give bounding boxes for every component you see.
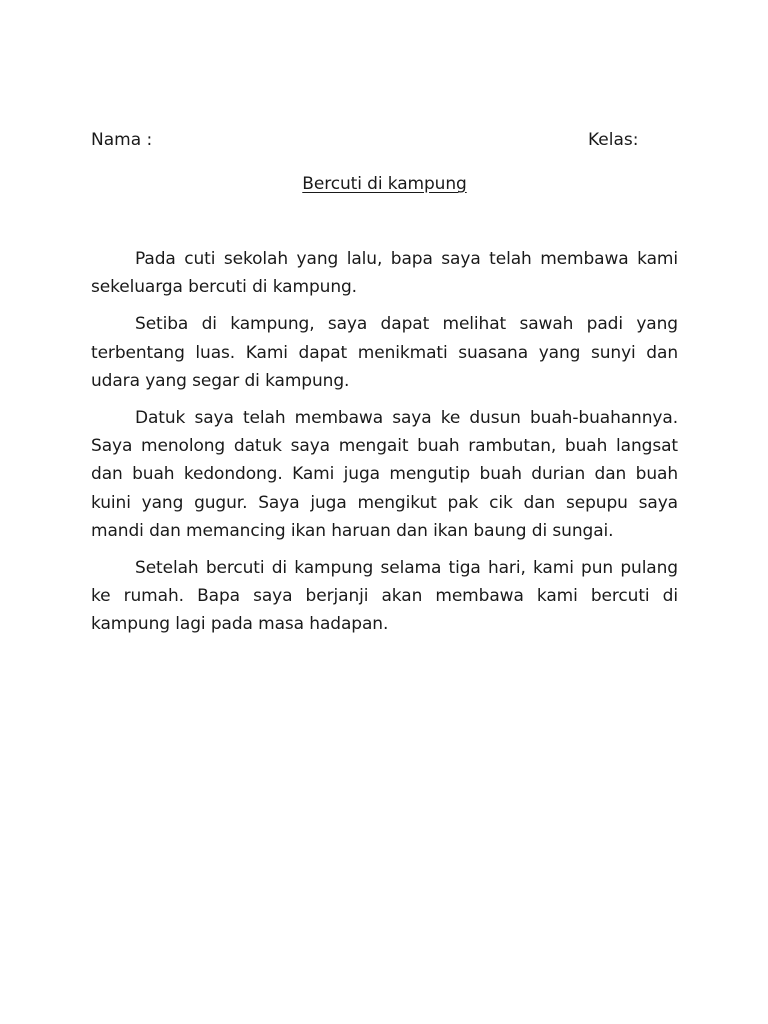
paragraph-2: Setiba di kampung, saya dapat melihat sawah padi yang terbentang luas. Kami dapat menikmati suasana yang sunyi dan udara yang segar di kampung. [91,314,678,391]
worksheet-header [91,130,678,160]
essay-title: Bercuti di kampung [302,174,467,194]
worksheet-page [91,130,678,648]
paragraph-3: Datuk saya telah membawa saya ke dusun buah-buahannya. Saya menolong datuk saya mengait buah rambutan, buah langsat dan buah kedondong. Kami juga mengutip buah durian dan buah kuini yang gugur. Saya juga mengikut pak cik dan sepupu saya mandi dan memancing ikan haruan dan ikan baung di sungai. [91,408,678,541]
paragraph-1: Pada cuti sekolah yang lalu, bapa saya telah membawa kami sekeluarga bercuti di kampung. [91,249,678,298]
essay-body [91,245,678,639]
paragraph-4: Setelah bercuti di kampung selama tiga hari, kami pun pulang ke rumah. Bapa saya berjanji akan membawa kami bercuti di kampung lagi pada masa hadapan. [91,558,678,635]
kelas-label: Kelas: [588,130,639,150]
nama-label: Nama : [91,130,153,150]
